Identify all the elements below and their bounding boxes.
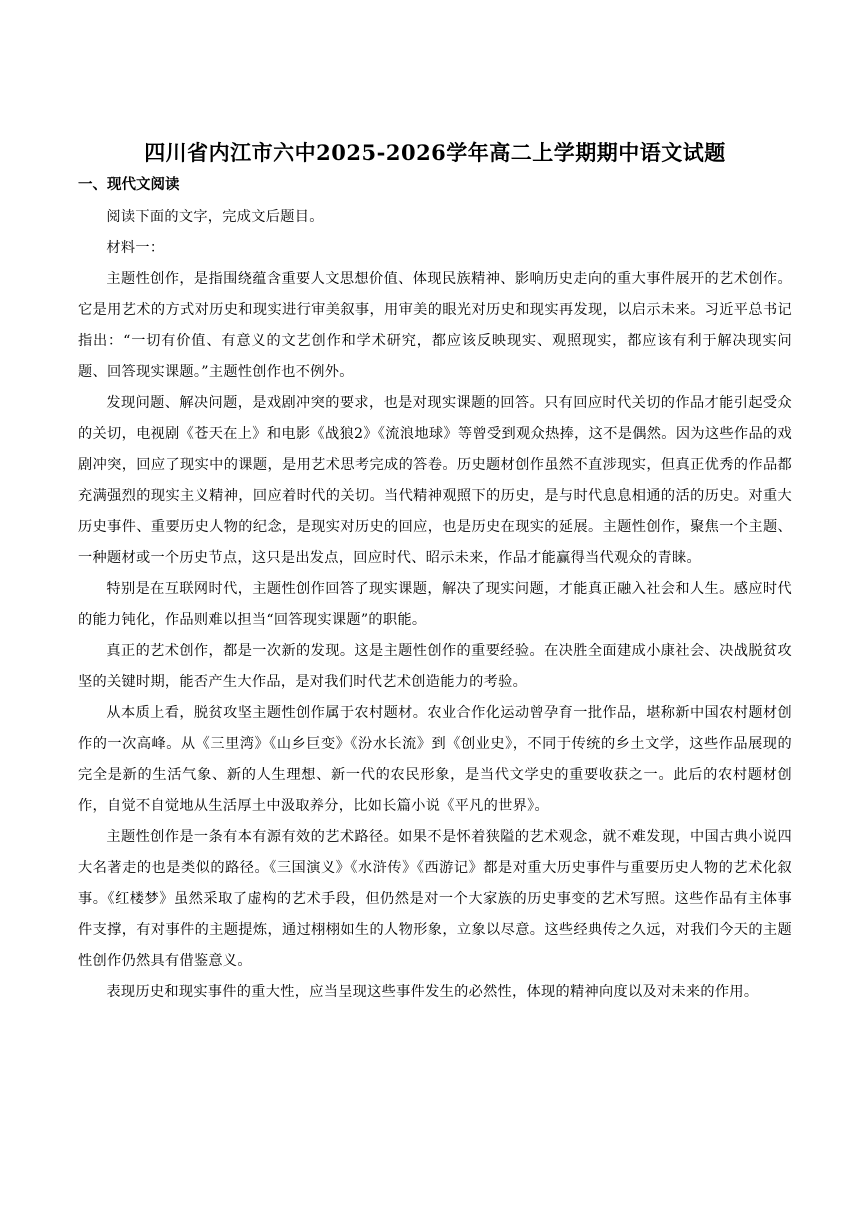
body-paragraph: 主题性创作是一条有本有源有效的艺术路径。如果不是怀着狭隘的艺术观念，就不难发现，中国古典小说四大名著走的也是类似的路径。《三国演义》《水浒传》《西游记》都是对重大历史事件与重要历史人物的艺术化叙事。《红楼梦》虽然采取了虚构的艺术手段，但仍然是对一个大家族的历史事变的艺术写照。这些作品有主体事件支撑，有对事件的主题提炼，通过栩栩如生的人物形象，立象以尽意。这些经典传之久远，对我们今天的主题性创作仍然具有借鉴意义。 bbox=[78, 829, 792, 969]
document-title: 四川省内江市六中2025-2026学年高二上学期期中语文试题 bbox=[144, 140, 726, 165]
section-heading: 一、现代文阅读 bbox=[78, 177, 180, 193]
body-paragraph: 表现历史和现实事件的重大性，应当呈现这些事件发生的必然性，体现的精神向度以及对未来的作用。 bbox=[106, 984, 759, 1000]
instruction-paragraph: 阅读下面的文字，完成文后题目。 bbox=[106, 209, 324, 225]
body-paragraph: 主题性创作，是指围绕蕴含重要人文思想价值、体现民族精神、影响历史走向的重大事件展开的艺术创作。它是用艺术的方式对历史和现实进行审美叙事，用审美的眼光对历史和现实再发现，以启示未来。习近平总书记指出：“一切有价值、有意义的文艺创作和学术研究，都应该反映现实、观照现实，都应该有利于解决现实问题、回答现实课题。”主题性创作也不例外。 bbox=[78, 271, 792, 380]
body-paragraph: 发现问题、解决问题，是戏剧冲突的要求，也是对现实课题的回答。只有回应时代关切的作品才能引起受众的关切，电视剧《苍天在上》和电影《战狼2》《流浪地球》等曾受到观众热捧，这不是偶然。因为这些作品的戏剧冲突，回应了现实中的课题，是用艺术思考完成的答卷。历史题材创作虽然不直涉现实，但真正优秀的作品都充满强烈的现实主义精神，回应着时代的关切。当代精神观照下的历史，是与时代息息相通的活的历史。对重大历史事件、重要历史人物的纪念，是现实对历史的回应，也是历史在现实的延展。主题性创作，聚焦一个主题、一种题材或一个历史节点，这只是出发点，回应时代、昭示未来，作品才能赢得当代观众的青睐。 bbox=[78, 395, 792, 566]
body-paragraph: 真正的艺术创作，都是一次新的发现。这是主题性创作的重要经验。在决胜全面建成小康社会、决战脱贫攻坚的关键时期，能否产生大作品，是对我们时代艺术创造能力的考验。 bbox=[78, 643, 792, 690]
body-paragraph: 从本质上看，脱贫攻坚主题性创作属于农村题材。农业合作化运动曾孕育一批作品，堪称新中国农村题材创作的一次高峰。从《三里湾》《山乡巨变》《汾水长流》到《创业史》，不同于传统的乡土文学，这些作品展现的完全是新的生活气象、新的人生理想、新一代的农民形象，是当代文学史的重要收获之一。此后的农村题材创作，自觉不自觉地从生活厚土中汲取养分，比如长篇小说《平凡的世界》。 bbox=[78, 705, 792, 814]
material-label: 材料一： bbox=[106, 240, 165, 256]
body-paragraph: 特别是在互联网时代，主题性创作回答了现实课题，解决了现实问题，才能真正融入社会和人生。感应时代的能力钝化，作品则难以担当“回答现实课题”的职能。 bbox=[78, 581, 792, 628]
